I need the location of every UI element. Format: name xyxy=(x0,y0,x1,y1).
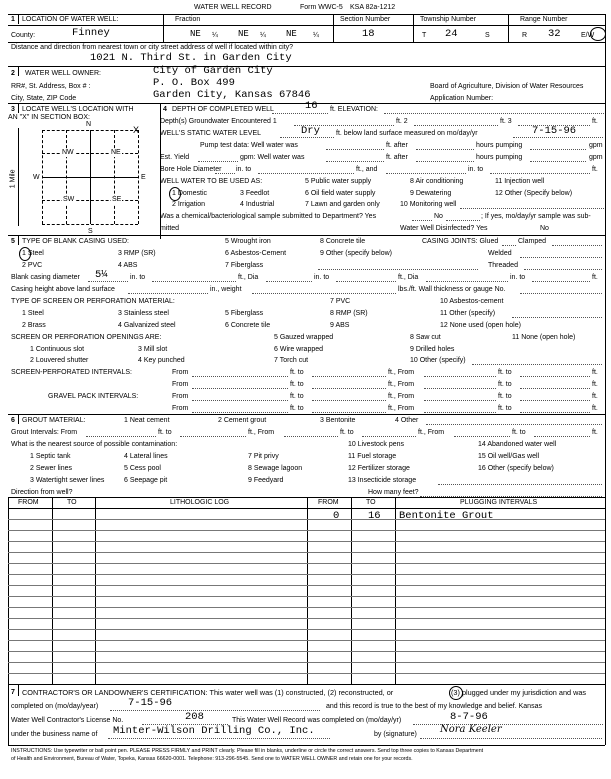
yield-gpm: gpm xyxy=(589,154,603,161)
contam-option-13: 13 Insecticide storage xyxy=(348,477,417,484)
casing-threaded: Threaded xyxy=(488,262,518,269)
casing-height-label: Casing height above land surface xyxy=(11,286,115,293)
steel-circle xyxy=(19,247,31,261)
log-to-header: TO xyxy=(67,499,77,506)
fraction-quarter-3: NE xyxy=(286,29,297,39)
opening-option-3: 3 Mill slot xyxy=(138,346,168,353)
perf-ft-from-1: ft., From xyxy=(388,369,415,376)
wall-thickness-label: lbs./ft. Wall thickness or gauge No. xyxy=(398,286,506,293)
county-label: County: xyxy=(11,32,36,39)
openings-label: SCREEN OR PERFORATION OPENINGS ARE: xyxy=(11,334,162,341)
contam-option-5: 5 Cess pool xyxy=(124,465,161,472)
domestic-circle xyxy=(169,187,181,201)
pump-ft-after: ft. after xyxy=(386,142,408,149)
log-table-row-line xyxy=(8,640,605,641)
grout-ft-to-2: ft. to xyxy=(340,429,354,436)
chem-no: No xyxy=(434,213,443,220)
grout-intervals-label: Grout Intervals: From xyxy=(11,429,78,436)
range-value: 32 xyxy=(548,28,561,40)
gravel-ft-to-1: ft. to xyxy=(290,393,304,400)
township-s-letter: S xyxy=(485,32,490,39)
owner-label: WATER WELL OWNER: xyxy=(25,70,101,77)
fraction-quarter-1: NE xyxy=(190,29,201,39)
yield-hours: hours pumping xyxy=(476,154,523,161)
business-name-value: Minter-Wilson Drilling Co., Inc. xyxy=(113,725,315,737)
location-label: LOCATION OF WATER WELL: xyxy=(22,16,119,23)
east-label: E xyxy=(141,174,146,181)
log-table-row-line xyxy=(8,585,605,586)
how-many-feet-label: How many feet? xyxy=(368,489,419,496)
plug-row-to: 16 xyxy=(368,510,381,522)
pump-hours: hours pumping xyxy=(476,142,523,149)
use-label: WELL WATER TO BE USED AS: xyxy=(160,178,263,185)
contam-option-16: 16 Other (specify below) xyxy=(478,465,554,472)
screen-option-1: 1 Steel xyxy=(22,310,44,317)
contam-option-2: 2 Sewer lines xyxy=(30,465,73,472)
range-number-label: Range Number xyxy=(520,16,568,23)
west-label: W xyxy=(33,174,40,181)
se-quadrant: SE xyxy=(112,196,122,203)
fraction-quarter-2: NE xyxy=(238,29,249,39)
contam-option-9: 9 Feedyard xyxy=(248,477,284,484)
groundwater-ft-2: ft. 2 xyxy=(396,118,408,125)
casing-welded: Welded xyxy=(488,250,512,257)
gravel-ft-to-2b: ft. to xyxy=(498,405,512,412)
section-5-number: 5 xyxy=(11,238,15,245)
plug-from-header: FROM xyxy=(318,499,339,506)
grout-ft-to-1: ft. to xyxy=(158,429,172,436)
section-number-label: Section Number xyxy=(340,16,391,23)
business-name-label: under the business name of xyxy=(11,731,98,738)
groundwater-ft-end: ft. xyxy=(592,118,598,125)
gravel-ft-1: ft. xyxy=(592,393,598,400)
grout-ft-to-3: ft. to xyxy=(512,429,526,436)
bore-in-to-2: in. to xyxy=(468,166,484,173)
south-label: S xyxy=(88,228,93,235)
section-2-number: 2 xyxy=(11,70,15,77)
plug-row-description: Bentonite Grout xyxy=(399,510,494,522)
bcd-in-to-1: in. to xyxy=(130,274,146,281)
use-option-5: 5 Public water supply xyxy=(305,178,372,185)
grout-option-4: 4 Other xyxy=(395,417,419,424)
casing-option-9: 9 Other (specify below) xyxy=(320,250,392,257)
section-4-number: 4 xyxy=(163,106,167,113)
plug-to-header: TO xyxy=(366,499,376,506)
elevation-label: ft. ELEVATION: xyxy=(330,106,378,113)
record-completed-date: 8-7-96 xyxy=(450,711,488,723)
contam-option-4: 4 Lateral lines xyxy=(124,453,168,460)
use-option-1: 1 Domestic xyxy=(172,190,208,197)
perf-ft-from-2: ft., From xyxy=(388,381,415,388)
opening-option-10: 10 Other (specify) xyxy=(410,357,466,364)
blank-casing-diameter-label: Blank casing diameter xyxy=(11,274,80,281)
opening-option-9: 9 Drilled holes xyxy=(410,346,455,353)
bcd-ft-dia-1: ft., Dia xyxy=(238,274,259,281)
perf-ft-to-2: ft. to xyxy=(290,381,304,388)
static-level-date: 7-15-96 xyxy=(532,125,577,137)
address-label: RR#, St. Address, Box # : xyxy=(11,83,91,90)
bore-ft-end: ft. xyxy=(592,166,598,173)
log-table-row-line xyxy=(8,607,605,608)
casing-option-8: 8 Concrete tile xyxy=(320,238,366,245)
casing-option-4: 4 ABS xyxy=(118,262,138,269)
city-state-zip-label: City, State, ZIP Code xyxy=(11,95,77,102)
ne-quadrant: NE xyxy=(111,149,121,156)
log-table-row-line xyxy=(8,662,605,663)
bore-label: Bore Hole Diameter xyxy=(160,166,222,173)
screen-option-9: 9 ABS xyxy=(330,322,350,329)
instructions-line-1: INSTRUCTIONS: Use typewriter or ball point pen. PLEASE PRESS FIRMLY and PRINT clearly. Please fill in blanks, underline or circle the correct answers. Send top three copies to Kansas Department xyxy=(11,748,484,754)
disinfected-label: Water Well Disinfected? Yes xyxy=(400,225,488,232)
form-title: WATER WELL RECORD xyxy=(194,4,272,11)
perf-ft-1: ft. xyxy=(592,369,598,376)
casing-joints-label: CASING JOINTS: Glued xyxy=(422,238,499,245)
owner-value: City of Garden City xyxy=(153,65,273,77)
plugged-option-circle xyxy=(449,686,463,700)
board-label: Board of Agriculture, Division of Water Resources xyxy=(430,83,584,90)
screen-option-10: 10 Asbestos-cement xyxy=(440,298,504,305)
depth-label: DEPTH OF COMPLETED WELL xyxy=(172,106,274,113)
use-option-11: 11 Injection well xyxy=(495,178,545,185)
est-yield-tail: gpm: Well water was xyxy=(240,154,305,161)
township-t-letter: T xyxy=(422,32,427,39)
owner-city-value: Garden City, Kansas 67846 xyxy=(153,89,311,101)
bcd-ft-end: ft. xyxy=(592,274,598,281)
yield-ft-after: ft. after xyxy=(386,154,408,161)
log-from-header: FROM xyxy=(18,499,39,506)
screen-option-7: 7 PVC xyxy=(330,298,351,305)
signature-label: by (signature) xyxy=(374,731,417,738)
grout-ft-end: ft. xyxy=(592,429,598,436)
license-label: Water Well Contractor's License No. xyxy=(11,717,124,724)
section-7-number: 7 xyxy=(11,689,15,696)
direction-label: Direction from well? xyxy=(11,489,73,496)
contam-option-8: 8 Sewage lagoon xyxy=(248,465,303,472)
est-yield-label: Est. Yield xyxy=(160,154,190,161)
groundwater-label: Depth(s) Groundwater Encountered 1 xyxy=(160,118,277,125)
screen-option-12: 12 None used (open hole) xyxy=(440,322,521,329)
sw-quadrant: SW xyxy=(63,196,75,203)
township-value: 24 xyxy=(445,28,458,40)
contam-option-11: 11 Fuel storage xyxy=(348,453,397,460)
perf-ft-2: ft. xyxy=(592,381,598,388)
certification-plugged-text: (3) plugged under my jurisdiction and was xyxy=(451,688,587,697)
perf-ft-to-2b: ft. to xyxy=(498,381,512,388)
gravel-ft-from-2: ft., From xyxy=(388,405,415,412)
opening-option-2: 2 Louvered shutter xyxy=(30,357,89,364)
grout-option-1: 1 Neat cement xyxy=(124,417,170,424)
perforated-intervals-label: SCREEN-PERFORATED INTERVALS: xyxy=(11,369,132,376)
locate-label-2: AN "X" IN SECTION BOX: xyxy=(8,114,90,121)
contam-option-1: 1 Septic tank xyxy=(30,453,71,460)
well-location-mark: X xyxy=(133,125,140,135)
gravel-ft-to-2: ft. to xyxy=(290,405,304,412)
gravel-ft-from-1: ft., From xyxy=(388,393,415,400)
completed-date-label: completed on (mo/day/year) xyxy=(11,703,99,710)
depth-value: 16 xyxy=(305,100,318,112)
use-option-10: 10 Monitoring well xyxy=(400,201,457,208)
north-label: N xyxy=(86,121,92,128)
casing-option-6: 6 Asbestos-Cement xyxy=(225,250,287,257)
use-option-8: 8 Air conditioning xyxy=(410,178,464,185)
screen-option-8: 8 RMP (SR) xyxy=(330,310,368,317)
license-value: 208 xyxy=(185,711,204,723)
grout-material-label: GROUT MATERIAL: xyxy=(22,417,86,424)
completed-tail: and this record is true to the best of my knowledge and belief. Kansas xyxy=(326,703,542,710)
perf-ft-to-1: ft. to xyxy=(290,369,304,376)
disinfected-no: No xyxy=(540,225,549,232)
owner-box-value: P. O. Box 499 xyxy=(153,77,235,89)
bcd-in-to-2: in. to xyxy=(314,274,330,281)
use-option-6: 6 Oil field water supply xyxy=(305,190,376,197)
log-table-row-line xyxy=(8,673,605,674)
nw-quadrant: NW xyxy=(62,149,74,156)
log-table-row-line xyxy=(8,596,605,597)
opening-option-11: 11 None (open hole) xyxy=(512,334,576,341)
gravel-from-2: From xyxy=(172,405,189,412)
fraction-label: Fraction xyxy=(175,16,201,23)
casing-option-2: 2 PVC xyxy=(22,262,43,269)
bcd-in-to-3: in. to xyxy=(510,274,526,281)
screen-option-6: 6 Concrete tile xyxy=(225,322,271,329)
use-option-9: 9 Dewatering xyxy=(410,190,452,197)
log-table-row-line xyxy=(8,552,605,553)
screen-option-4: 4 Galvanized steel xyxy=(118,322,176,329)
screen-option-3: 3 Stainless steel xyxy=(118,310,169,317)
range-w-circle xyxy=(590,27,606,41)
log-table-row-line xyxy=(8,541,605,542)
contam-option-15: 15 Oil well/Gas well xyxy=(478,453,540,460)
use-option-7: 7 Lawn and garden only xyxy=(305,201,380,208)
groundwater-ft-3: ft. 3 xyxy=(500,118,512,125)
casing-height-tail: in., weight xyxy=(210,286,242,293)
perf-ft-to-1b: ft. to xyxy=(498,369,512,376)
form-number: Form WWC-5 xyxy=(300,4,343,11)
certification-text: CONTRACTOR'S OR LANDOWNER'S CERTIFICATION: This water well was (1) constructed, (2) reconstructed, or xyxy=(22,688,394,697)
static-level-value: Dry xyxy=(301,125,320,137)
gravel-pack-label: GRAVEL PACK INTERVALS: xyxy=(48,393,139,400)
quarter-symbol-1: ¼ xyxy=(212,32,218,39)
log-table-row-line xyxy=(8,563,605,564)
perf-from-1: From xyxy=(172,369,189,376)
casing-type-label: TYPE OF BLANK CASING USED: xyxy=(22,238,129,245)
contam-option-10: 10 Livestock pens xyxy=(348,441,405,448)
bcd-ft-dia-2: ft., Dia xyxy=(398,274,419,281)
static-level-tail: ft. below land surface measured on mo/day/yr xyxy=(336,130,478,137)
screen-option-5: 5 Fiberglass xyxy=(225,310,264,317)
range-r-letter: R xyxy=(522,32,528,39)
gravel-from-1: From xyxy=(172,393,189,400)
range-ew: E/W xyxy=(581,32,595,39)
opening-option-4: 4 Key punched xyxy=(138,357,185,364)
pump-gpm: gpm xyxy=(589,142,603,149)
static-level-label: WELL'S STATIC WATER LEVEL xyxy=(160,130,262,137)
plug-row-from: 0 xyxy=(333,510,340,522)
contam-option-6: 6 Seepage pit xyxy=(124,477,168,484)
section-1-number: 1 xyxy=(11,16,15,23)
bore-ft-and: ft., and xyxy=(356,166,378,173)
pump-test-label: Pump test data: Well water was xyxy=(200,142,298,149)
log-table-row-line xyxy=(8,530,605,531)
section-6-number: 6 xyxy=(11,417,15,424)
contam-option-7: 7 Pit privy xyxy=(248,453,279,460)
grout-option-3: 3 Bentonite xyxy=(320,417,356,424)
casing-clamped: Clamped xyxy=(518,238,547,245)
screen-material-label: TYPE OF SCREEN OR PERFORATION MATERIAL: xyxy=(11,298,175,305)
opening-option-8: 8 Saw cut xyxy=(410,334,441,341)
screen-option-11: 11 Other (specify) xyxy=(440,310,496,317)
use-option-4: 4 Industrial xyxy=(240,201,275,208)
casing-option-1: 1 Steel xyxy=(22,250,44,257)
chem-sample-label: Was a chemical/bacteriological sample submitted to Department? Yes xyxy=(160,213,377,220)
use-option-2: 2 Irrigation xyxy=(172,201,206,208)
use-option-3: 3 Feedlot xyxy=(240,190,270,197)
locate-label-1: LOCATE WELL'S LOCATION WITH xyxy=(22,106,134,113)
instructions-line-2: of Health and Environment, Bureau of Water, Topeka, Kansas 66620-0001. Telephone: 913-296-5545. Send one to WATER WELL OWNER and retain one for your records. xyxy=(11,756,413,762)
contam-option-14: 14 Abandoned water well xyxy=(478,441,557,448)
quarter-symbol-2: ¼ xyxy=(260,32,266,39)
casing-option-5: 5 Wrought iron xyxy=(225,238,271,245)
log-table-row-line xyxy=(8,651,605,652)
log-table-row-line xyxy=(8,519,605,520)
section-number-value: 18 xyxy=(362,28,375,40)
county-value: Finney xyxy=(72,27,110,39)
log-table-row-line xyxy=(8,574,605,575)
casing-option-7: 7 Fiberglass xyxy=(225,262,264,269)
grout-ft-from-1: ft., From xyxy=(248,429,275,436)
township-number-label: Township Number xyxy=(420,16,477,23)
gravel-ft-2: ft. xyxy=(592,405,598,412)
use-option-12: 12 Other (Specify below) xyxy=(495,190,573,197)
completed-date-value: 7-15-96 xyxy=(128,697,173,709)
gravel-ft-to-1b: ft. to xyxy=(498,393,512,400)
log-table-row-line xyxy=(8,618,605,619)
chem-tail: ; If yes, mo/day/yr sample was sub- xyxy=(481,213,591,220)
bore-in-to: in. to xyxy=(236,166,252,173)
perf-from-2: From xyxy=(172,381,189,388)
contamination-label: What is the nearest source of possible contamination: xyxy=(11,441,178,448)
screen-option-2: 2 Brass xyxy=(22,322,46,329)
opening-option-6: 6 Wire wrapped xyxy=(274,346,324,353)
log-table-row-line xyxy=(8,629,605,630)
opening-option-5: 5 Gauzed wrapped xyxy=(274,334,334,341)
contam-option-12: 12 Fertilizer storage xyxy=(348,465,410,472)
address-value: 1021 N. Third St. in Garden City xyxy=(90,52,292,64)
casing-option-3: 3 RMP (SR) xyxy=(118,250,156,257)
plugging-intervals-header: PLUGGING INTERVALS xyxy=(460,499,538,506)
contam-option-3: 3 Watertight sewer lines xyxy=(30,477,105,484)
chem-mitted: mitted xyxy=(160,225,180,232)
quarter-symbol-3: ¼ xyxy=(313,32,319,39)
opening-option-7: 7 Torch cut xyxy=(274,357,309,364)
record-completed-label: This Water Well Record was completed on (mo/day/yr) xyxy=(232,717,402,724)
ksa-reference: KSA 82a-1212 xyxy=(350,4,396,11)
distance-label: Distance and direction from nearest town or city street address of well if located within city? xyxy=(11,44,294,51)
lithologic-log-header: LITHOLOGIC LOG xyxy=(170,499,230,506)
opening-option-1: 1 Continuous slot xyxy=(30,346,85,353)
section-3-number: 3 xyxy=(11,106,15,113)
grout-ft-from-2: ft., From xyxy=(418,429,445,436)
blank-casing-diameter-value: 5¼ xyxy=(95,269,108,281)
contractor-signature: Nora Keeler xyxy=(440,724,502,735)
mile-label: 1 Mile xyxy=(9,169,17,189)
application-number-label: Application Number: xyxy=(430,95,494,102)
grout-option-2: 2 Cement grout xyxy=(218,417,267,424)
